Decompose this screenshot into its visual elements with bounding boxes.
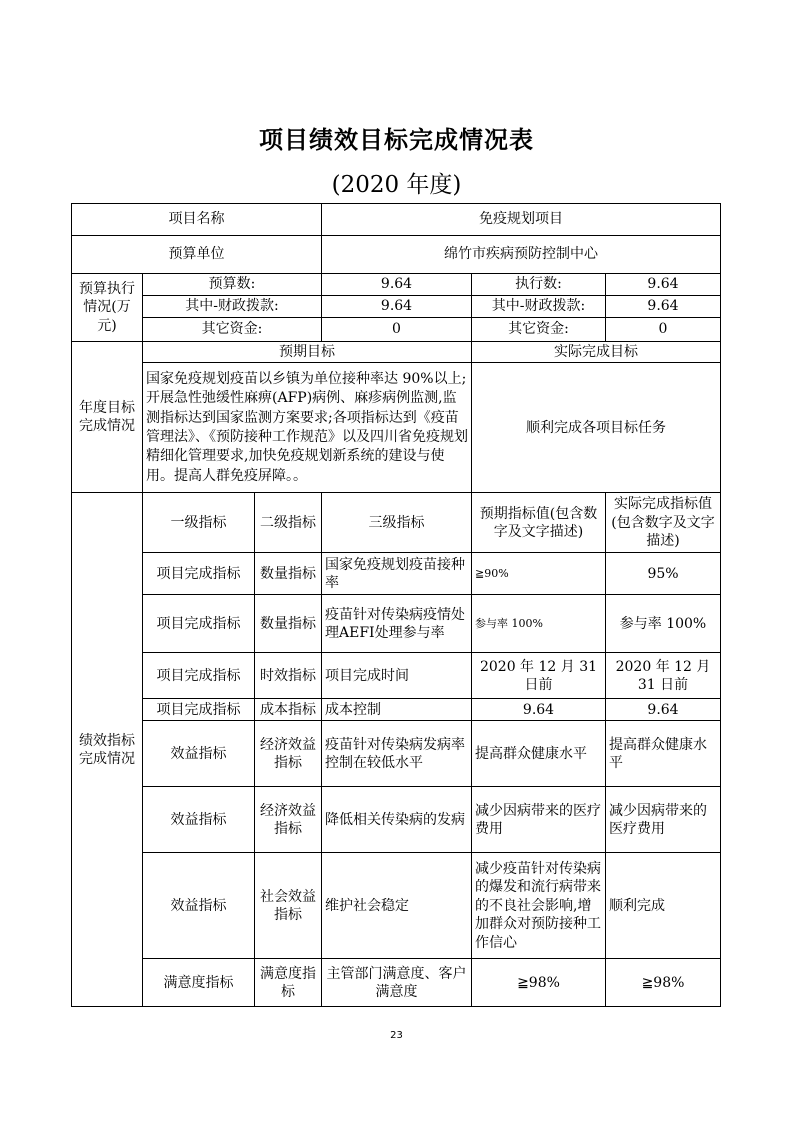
actual-value-cell: 参与率 100% xyxy=(606,595,721,653)
level2-cell: 满意度指标 xyxy=(255,959,322,1007)
table-row xyxy=(72,721,721,787)
fiscal-value-actual: 9.64 xyxy=(606,296,721,318)
level3-cell: 疫苗针对传染病发病率控制在较低水平 xyxy=(322,721,472,787)
performance-section-label: 绩效指标完成情况 xyxy=(72,493,143,1007)
page-title: 项目绩效目标完成情况表 xyxy=(259,126,534,154)
level1-cell: 项目完成指标 xyxy=(143,699,255,721)
budget-unit-value: 绵竹市疾病预防控制中心 xyxy=(322,236,721,274)
level2-cell: 成本指标 xyxy=(255,699,322,721)
level3-cell: 主管部门满意度、客户满意度 xyxy=(322,959,472,1007)
level1-cell: 效益指标 xyxy=(143,721,255,787)
expected-goal-text: 国家免疫规划疫苗以乡镇为单位接种率达 90%以上;开展急性弛缓性麻痹(AFP)病例、麻疹病例监测,监测指标达到国家监测方案要求;各项指标达到《疫苗管理法》、《预防接种工作规范》以及四川省免疫规划精细化管理要求,加快免疫规划新系统的建设与使用。提高人群免疫屏障。。 xyxy=(143,363,472,493)
expected-goal-header: 预期目标 xyxy=(143,342,472,363)
budget-unit-label: 预算单位 xyxy=(72,236,322,274)
other-funds-row xyxy=(72,318,721,342)
level3-cell: 维护社会稳定 xyxy=(322,853,472,959)
expected-value-cell: ≧90% xyxy=(472,553,606,595)
expected-value-cell: ≧98% xyxy=(472,959,606,1007)
other-funds-value-actual: 0 xyxy=(606,318,721,342)
fiscal-label: 其中-财政拨款: xyxy=(143,296,322,318)
actual-value-header: 实际完成指标值(包含数字及文字描述) xyxy=(606,493,721,553)
level1-cell: 满意度指标 xyxy=(143,959,255,1007)
level3-cell: 项目完成时间 xyxy=(322,653,472,699)
expected-value-cell: 参与率 100% xyxy=(472,595,606,653)
actual-value-cell: 减少因病带来的医疗费用 xyxy=(606,787,721,853)
actual-value-cell: 9.64 xyxy=(606,699,721,721)
expected-value-cell: 9.64 xyxy=(472,699,606,721)
level1-cell: 项目完成指标 xyxy=(143,653,255,699)
level2-cell: 时效指标 xyxy=(255,653,322,699)
level2-cell: 经济效益指标 xyxy=(255,787,322,853)
actual-value-cell: 顺利完成 xyxy=(606,853,721,959)
expected-value-cell: 减少因病带来的医疗费用 xyxy=(472,787,606,853)
exec-amount-value: 9.64 xyxy=(606,274,721,296)
other-funds-label: 其它资金: xyxy=(143,318,322,342)
budget-unit-row xyxy=(72,236,721,274)
actual-goal-text: 顺利完成各项目标任务 xyxy=(472,363,721,493)
other-funds-value: 0 xyxy=(322,318,472,342)
budget-row xyxy=(72,274,721,296)
page-number: 23 xyxy=(390,1030,403,1041)
annual-content-row xyxy=(72,363,721,493)
expected-value-cell: 2020 年 12 月 31 日前 xyxy=(472,653,606,699)
fiscal-value: 9.64 xyxy=(322,296,472,318)
annual-header-row xyxy=(72,342,721,363)
level1-cell: 项目完成指标 xyxy=(143,595,255,653)
project-name-value: 免疫规划项目 xyxy=(322,204,721,236)
other-funds-label-actual: 其它资金: xyxy=(472,318,606,342)
level2-cell: 数量指标 xyxy=(255,595,322,653)
performance-table xyxy=(71,203,721,1007)
table-row xyxy=(72,553,721,595)
actual-value-cell: 2020 年 12 月 31 日前 xyxy=(606,653,721,699)
actual-value-cell: 95% xyxy=(606,553,721,595)
actual-goal-header: 实际完成目标 xyxy=(472,342,721,363)
level2-cell: 数量指标 xyxy=(255,553,322,595)
level1-cell: 效益指标 xyxy=(143,787,255,853)
expected-value-header: 预期指标值(包含数字及文字描述) xyxy=(472,493,606,553)
actual-value-cell: ≧98% xyxy=(606,959,721,1007)
expected-value-cell: 减少疫苗针对传染病的爆发和流行病带来的不良社会影响,增加群众对预防接种工作信心 xyxy=(472,853,606,959)
budget-amount-value: 9.64 xyxy=(322,274,472,296)
level3-cell: 成本控制 xyxy=(322,699,472,721)
annual-section-label: 年度目标完成情况 xyxy=(72,342,143,493)
level3-cell: 国家免疫规划疫苗接种率 xyxy=(322,553,472,595)
page-subtitle: (2020 年度) xyxy=(331,172,462,198)
level3-cell: 疫苗针对传染病疫情处理AEFI处理参与率 xyxy=(322,595,472,653)
expected-value-cell: 提高群众健康水平 xyxy=(472,721,606,787)
level2-cell: 社会效益指标 xyxy=(255,853,322,959)
table-row xyxy=(72,653,721,699)
table-row xyxy=(72,699,721,721)
level1-cell: 项目完成指标 xyxy=(143,553,255,595)
fiscal-label-actual: 其中-财政拨款: xyxy=(472,296,606,318)
actual-value-cell: 提高群众健康水平 xyxy=(606,721,721,787)
budget-section-label: 预算执行情况(万元) xyxy=(72,274,143,342)
project-name-label: 项目名称 xyxy=(72,204,322,236)
table-row xyxy=(72,595,721,653)
level1-header: 一级指标 xyxy=(143,493,255,553)
exec-amount-label: 执行数: xyxy=(472,274,606,296)
table-row xyxy=(72,959,721,1007)
table-row xyxy=(72,787,721,853)
project-name-row xyxy=(72,204,721,236)
indicator-header-row xyxy=(72,493,721,553)
budget-amount-label: 预算数: xyxy=(143,274,322,296)
level3-header: 三级指标 xyxy=(322,493,472,553)
level1-cell: 效益指标 xyxy=(143,853,255,959)
fiscal-row xyxy=(72,296,721,318)
level2-cell: 经济效益指标 xyxy=(255,721,322,787)
level2-header: 二级指标 xyxy=(255,493,322,553)
level3-cell: 降低相关传染病的发病 xyxy=(322,787,472,853)
table-row xyxy=(72,853,721,959)
